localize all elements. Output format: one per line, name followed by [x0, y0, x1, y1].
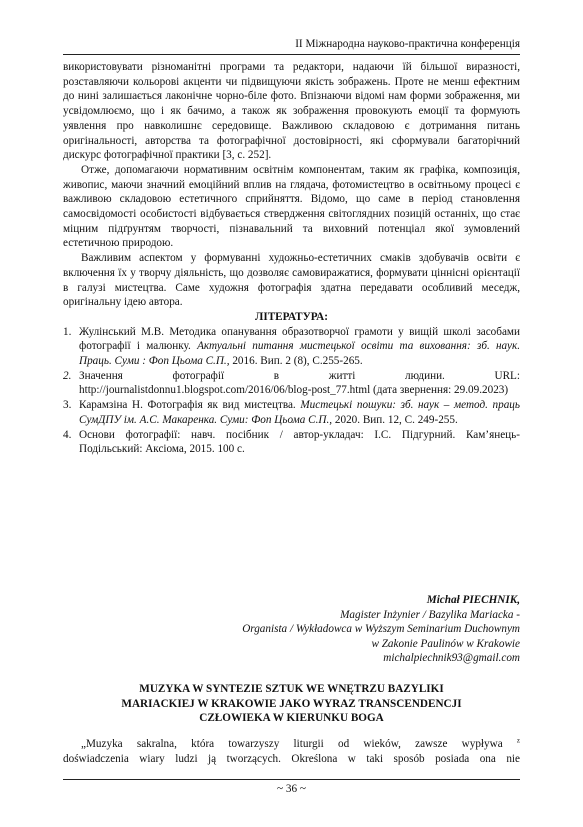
reference-tail: 2016. Вип. 2 (8), С.255-265.: [229, 355, 363, 368]
reference-tail: 2020. Вип. 12, С. 249-255.: [332, 413, 458, 426]
page-number: ~ 36 ~: [277, 783, 306, 795]
references-heading: ЛІТЕРАТУРА:: [255, 310, 328, 323]
article-title: [63, 682, 520, 726]
article-body-line: doświadczenia wiary ludzi ją tworzących. Określona w taki sposób posiada ona nie: [63, 752, 520, 765]
author-affiliation: Organista / Wykładowca w Wyższym Seminarium Duchownym: [242, 623, 520, 636]
reference-source: Актуальні питання мистецької освіти та виховання: зб. наук. Праць. Суми : Фоп Цьома С.П.,: [79, 340, 521, 368]
running-header: [63, 37, 520, 55]
reference-number: 1.: [63, 325, 72, 338]
article-title-line: CZŁOWIEKA W KIERUNKU BOGA: [199, 712, 384, 725]
reference-number: 2.: [63, 369, 72, 382]
article-title-line: MARIACKIEJ W KRAKOWIE JAKO WYRAZ TRANSCENDENCJI: [121, 697, 462, 710]
paragraph-3: Важливим аспектом у формуванні художньо-естетичних смаків здобувачів освіти є включення їх у творчу діяльність, що дозволяє самовиражатися, формувати ціннісні орієнтації в галузі мистецтва. Саме художня фотографія здатна передавати особливий меседж, оригінальну ідею автора.: [63, 252, 520, 309]
author-affiliation-location: w Zakonie Paulinów w Krakowie: [371, 637, 520, 650]
reference-item: [63, 325, 520, 369]
article-body: [63, 737, 520, 766]
page-footer: [63, 779, 520, 795]
paragraph-1: використовувати різноманітні програми та редактори, надаючи їй більшої виразності, розставляючи кольорові акценти чи підвищуючи якість зображень. Проте не менш ефектним до нині залишається лаконічне чорно-біле фото. Впізнаючи відомі нам форми зображення, ми усвідомлюємо, що і як бачимо, а також як зображення провокують емоції та формують уявлення про навколишнє середовище. Важливою складовою є дотримання питань оригінальності, авторства та фотографічної достовірності, які сформували багаторічний дискурс фотографічної практики [3, с. 252].: [63, 61, 520, 162]
footnote-mark[interactable]: z: [516, 736, 520, 745]
author-email[interactable]: michalpiechnik93@gmail.com: [383, 652, 520, 665]
reference-source: Мистецькі пошуки: зб. наук – метод. праць СумДПУ ім. А.С. Макаренка. Суми: Фоп Цьома С.П.,: [79, 399, 520, 426]
reference-text: Жулінський М.В. Методика опанування образотворчої грамоти у вищій школі засобами фотографії і малюнку.: [79, 325, 520, 353]
author-name: Michał PIECHNIK,: [426, 594, 520, 606]
reference-text: Основи фотографії: навч. посібник / автор-укладач: І.С. Підгурний. Кам’янець-Подільський: Аксіома, 2015. 100 с.: [79, 428, 520, 456]
reference-text: Значення фотографії в житті людини. URL: http://journalistdonnu1.blogspot.com/2016/06/blog-post_77.html (дата звернення: 29.09.2023): [79, 369, 520, 397]
reference-number: 4.: [63, 428, 72, 441]
reference-item: [63, 428, 520, 457]
reference-item: [63, 369, 520, 398]
main-text: [63, 60, 520, 457]
reference-number: 3.: [63, 399, 72, 412]
article-body-line: „Muzyka sakralna, która towarzyszy liturgii od wieków, zawsze wypływa: [81, 738, 503, 750]
article-title-line: MUZYKA W SYNTEZIE SZTUK WE WNĘTRZU BAZYLIKI: [139, 683, 444, 695]
author-position: Magister Inżynier / Bazylika Mariacka -: [340, 608, 520, 621]
conference-title: ІІ Міжнародна науково-практична конференція: [295, 38, 520, 50]
author-info: [242, 593, 520, 666]
paragraph-2: Отже, допомагаючи нормативним освітнім компонентам, таким як графіка, композиція, живопис, маючи значний емоційний вплив на глядача, фотомистецтво в освітньому процесі є важливою складовою естетичного сприйняття. Відомо, що саме в період становлення самосвідомості особистості відбувається ствердження світоглядних позицій останніх, що стає міцним підґрунтям творчості, пізнавальний та виховний потенціал якої зумовлений естетичною природою.: [63, 163, 520, 250]
reference-text: Карамзіна Н. Фотографія як вид мистецтва.: [79, 399, 301, 412]
reference-item: [63, 398, 520, 427]
reference-list: [63, 325, 520, 457]
